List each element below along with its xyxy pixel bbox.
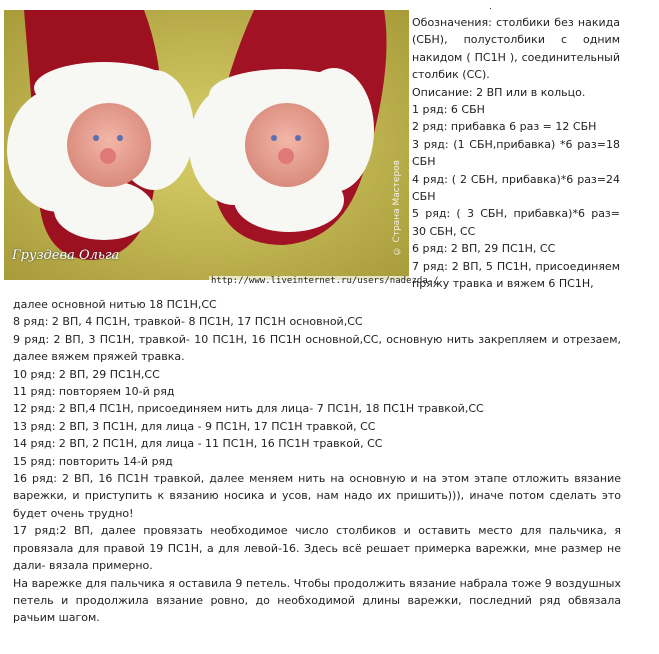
row-9: 9 ряд: 2 ВП, 3 ПС1Н, травкой- 10 ПС1Н, 16 ПС1Н основной,СС, основную нить закрепляем и отрезаем, далее вяжем пряжей травка.	[13, 332, 621, 364]
row-17: 17 ряд:2 ВП, далее провязать необходимое число столбиков и оставить место для пальчика, я провязала для правой 19 ПС1Н, а для левой-16. Здесь всё решает примерка варежки, мне размер не дали- вязала примерно.	[13, 524, 621, 573]
right-column-text	[412, 14, 620, 293]
row-16: 16 ряд: 2 ВП, 16 ПС1Н травкой, далее меняем нить на основную и на этом этапе отложить вязание варежки, и приступить к вязанию носика и усов, нам надо их пришить))), иначе потом сделать это будет очень трудно!	[13, 472, 621, 520]
row-11: 11 ряд: повторяем 10-й ряд	[13, 385, 175, 399]
top-dot: .	[489, 2, 492, 12]
description-line: Описание: 2 ВП или в кольцо.	[412, 85, 586, 99]
row-15: 15 ряд: повторить 14-й ряд	[13, 454, 173, 468]
row-4: 4 ряд: ( 2 СБН, прибавка)*6 раз=24 СБН	[412, 172, 620, 204]
row-5: 5 ряд: ( 3 СБН, прибавка)*6 раз= 30 СБН, СС	[412, 207, 620, 238]
photo-author-caption: Груздева Ольга	[12, 248, 120, 263]
finger-note: На варежке для пальчика я оставила 9 петель. Чтобы продолжить вязание набрала тоже 9 воздушных петель и продолжила вязание ровно, до необходимой длины варежки, последний ряд обвязала рачьим шагом.	[13, 576, 621, 625]
row-6: 6 ряд: 2 ВП, 29 ПС1Н, СС	[412, 242, 556, 256]
row-14: 14 ряд: 2 ВП, 2 ПС1Н, для лица - 11 ПС1Н, 16 ПС1Н травкой, СС	[13, 437, 383, 451]
row-3: 3 ряд: (1 СБН,прибавка) *6 раз=18 СБН	[412, 137, 620, 169]
row-10: 10 ряд: 2 ВП, 29 ПС1Н,СС	[13, 367, 160, 381]
mittens-photo	[4, 10, 439, 286]
row-12: 12 ряд: 2 ВП,4 ПС1Н, присоединяем нить для лица- 7 ПС1Н, 18 ПС1Н травкой,СС	[13, 402, 484, 416]
row-7-continued: далее основной нитью 18 ПС1Н,СС	[13, 298, 217, 311]
legend-paragraph: Обозначения: столбики без накида (СБН), полустолбики с одним накидом ( ПС1Н ), соединительный столбик (СС).	[412, 16, 620, 82]
photo-vertical-watermark: © Страна Мастеров	[392, 160, 402, 256]
row-2: 2 ряд: прибавка 6 раз = 12 СБН	[412, 120, 597, 134]
row-7: 7 ряд: 2 ВП, 5 ПС1Н, присоединяем пряжу травка и вяжем 6 ПС1Н,	[412, 259, 620, 291]
bottom-text	[13, 296, 621, 627]
row-1: 1 ряд: 6 СБН	[412, 103, 485, 117]
santa-mittens-illustration	[4, 10, 409, 280]
row-13: 13 ряд: 2 ВП, 3 ПС1Н, для лица - 9 ПС1Н, 17 ПС1Н травкой, СС	[13, 419, 376, 433]
photo-watermark-url: http://www.liveinternet.ru/users/nadezda-/	[211, 276, 439, 286]
row-8: 8 ряд: 2 ВП, 4 ПС1Н, травкой- 8 ПС1Н, 17 ПС1Н основной,СС	[13, 315, 363, 329]
